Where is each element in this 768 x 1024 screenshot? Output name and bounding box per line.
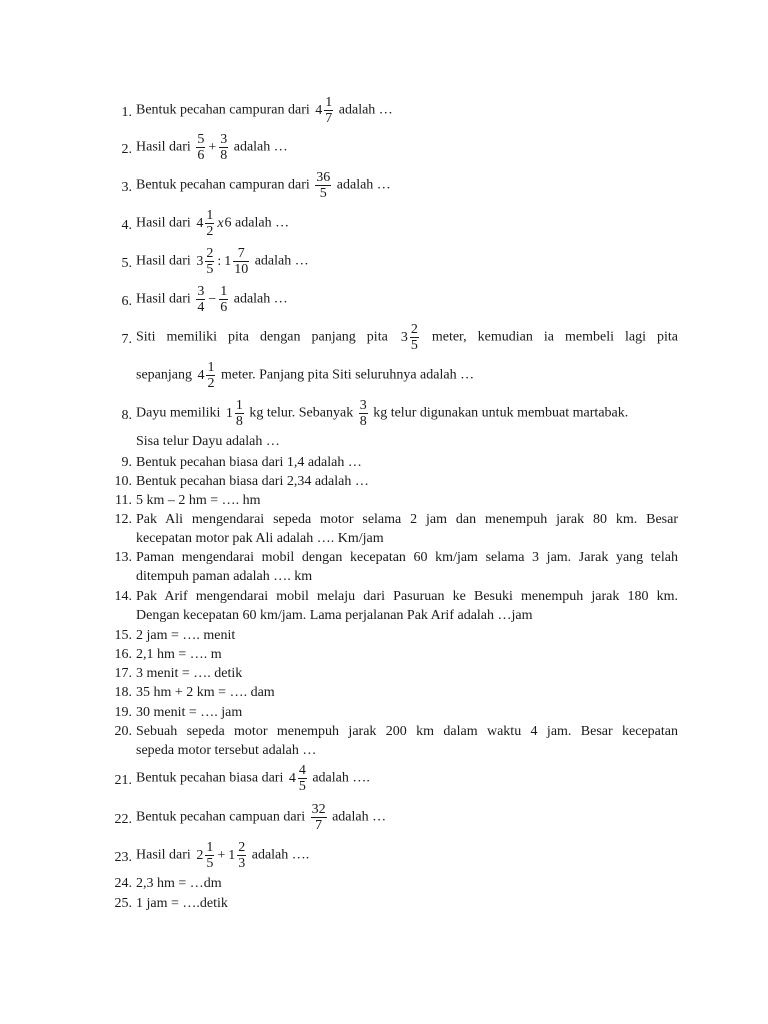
question-number: 16. [114, 647, 132, 662]
question-number: 14. [114, 589, 132, 604]
fraction-b [219, 284, 228, 315]
fraction-numerator: 1 [325, 95, 333, 110]
question-text: 2,3 hm = …dm [136, 876, 222, 891]
fraction-numerator: 1 [206, 208, 214, 223]
question-number: 20. [114, 724, 132, 739]
fraction-numerator: 7 [233, 246, 249, 262]
question-number: 9. [121, 455, 132, 470]
question-line-2: Dengan kecepatan 60 km/jam. Lama perjalanan Pak Arif adalah …jam [136, 608, 533, 623]
fraction [324, 95, 333, 126]
question-text: 5 km – 2 hm = …. hm [136, 493, 261, 508]
question-text: Bentuk pecahan biasa dari 2,34 adalah … [136, 474, 369, 489]
fraction-numerator: 1 [220, 284, 228, 299]
question-text-end: adalah … [254, 253, 309, 269]
question-text: Hasil dari [136, 253, 191, 269]
fraction-whole: 1 [228, 847, 236, 863]
fraction-denominator: 7 [315, 818, 323, 833]
question-line-2: kecepatan motor pak Ali adalah …. Km/jam [136, 531, 384, 546]
fraction-denominator: 5 [206, 262, 214, 277]
question-number: 4. [121, 218, 132, 233]
question-line-2: Sisa telur Dayu adalah … [136, 434, 280, 449]
fraction-b [237, 840, 246, 871]
question-number: 8. [121, 408, 132, 423]
fraction-a [205, 246, 214, 277]
operator: : [217, 253, 222, 269]
fraction-whole: 3 [400, 329, 408, 345]
question-text: 3 menit = …. detik [136, 666, 243, 681]
fraction-numerator: 2 [410, 322, 418, 337]
fraction-numerator: 3 [197, 284, 205, 299]
question-text: Dayu memiliki [136, 405, 221, 421]
fraction-b [233, 246, 249, 277]
fraction-whole: 2 [196, 847, 204, 863]
question-text: Bentuk pecahan biasa dari 1,4 adalah … [136, 455, 362, 470]
fraction-whole: 4 [288, 770, 296, 786]
question-text-end: adalah … [235, 215, 290, 231]
question-text-end: adalah … [233, 139, 288, 155]
fraction [298, 763, 307, 794]
fraction-numerator: 2 [238, 840, 246, 855]
question-line-1: Paman mengendarai mobil dengan kecepatan 60 km/jam selama 3 jam. Jarak yang telah [136, 550, 678, 565]
question-number: 2. [121, 142, 132, 157]
question-number: 17. [114, 666, 132, 681]
question-line-2: ditempuh paman adalah …. km [136, 569, 313, 584]
fraction-numerator: 36 [316, 170, 331, 185]
fraction-numerator: 2 [206, 246, 214, 261]
fraction-denominator: 8 [220, 148, 228, 163]
fraction-b [206, 360, 215, 391]
question-number: 12. [114, 512, 132, 527]
fraction-b [219, 132, 228, 163]
fraction [205, 208, 214, 239]
fraction-whole: 4 [197, 367, 205, 383]
question-number: 6. [121, 294, 132, 309]
question-number: 21. [114, 773, 132, 788]
fraction-denominator: 5 [319, 186, 327, 201]
question-line-2: sepeda motor tersebut adalah … [136, 743, 317, 758]
fraction-numerator: 32 [311, 802, 326, 817]
question-text: 30 menit = …. jam [136, 705, 243, 720]
question-text-end: adalah … [336, 177, 391, 193]
question-text-end: adalah … [332, 809, 387, 825]
question-text: 35 hm + 2 km = …. dam [136, 685, 275, 700]
question-text: Hasil dari [136, 847, 191, 863]
operator: − [208, 291, 217, 307]
fraction-a [205, 840, 214, 871]
operator: + [208, 139, 217, 155]
operator: + [217, 847, 226, 863]
fraction-denominator: 5 [298, 779, 306, 794]
question-text: Hasil dari [136, 139, 191, 155]
question-text: kg telur. Sebanyak [249, 405, 354, 421]
question-text-end: meter. Panjang pita Siti seluruhnya adalah … [220, 367, 475, 383]
question-text-end: adalah …. [312, 770, 370, 786]
question-line-1: Pak Ali mengendarai sepeda motor selama 2 jam dan menempuh jarak 80 km. Besar [136, 512, 678, 527]
fraction-numerator: 1 [206, 840, 214, 855]
question-text: Bentuk pecahan campuan dari [136, 809, 306, 825]
question-number: 3. [121, 180, 132, 195]
fraction-denominator: 5 [410, 338, 418, 353]
question-number: 18. [114, 685, 132, 700]
question-number: 19. [114, 705, 132, 720]
fraction-numerator: 5 [197, 132, 205, 147]
fraction-denominator: 4 [197, 300, 205, 315]
fraction-denominator: 6 [197, 148, 205, 163]
question-number: 22. [114, 812, 132, 827]
question-text: Bentuk pecahan campuran dari [136, 102, 310, 118]
question-text-end: adalah … [233, 291, 288, 307]
question-number: 24. [114, 876, 132, 891]
question-number: 5. [121, 256, 132, 271]
question-text: kg telur digunakan untuk membuat martabak. [373, 405, 629, 421]
fraction-denominator: 8 [359, 414, 367, 429]
question-line-1: Sebuah sepeda motor menempuh jarak 200 km dalam waktu 4 jam. Besar kecepatan [136, 724, 678, 739]
fraction-whole: 4 [315, 102, 323, 118]
question-text: meter, kemudian ia membeli lagi pita [431, 329, 679, 345]
question-text: 2 jam = …. menit [136, 628, 236, 643]
question-text: Bentuk pecahan campuran dari [136, 177, 310, 193]
fraction-whole: 4 [196, 215, 204, 231]
question-number: 10. [114, 474, 132, 489]
question-text: Bentuk pecahan biasa dari [136, 770, 284, 786]
fraction-whole: 3 [196, 253, 204, 269]
fraction-denominator: 5 [206, 856, 214, 871]
operator: x [217, 215, 224, 231]
fraction-a [235, 398, 244, 429]
question-number: 25. [114, 896, 132, 911]
fraction-denominator: 2 [207, 376, 215, 391]
fraction-whole: 1 [224, 253, 232, 269]
fraction-a [196, 132, 205, 163]
fraction-numerator: 3 [359, 398, 367, 413]
question-text-end: adalah …. [251, 847, 310, 863]
fraction-denominator: 6 [220, 300, 228, 315]
question-text-end: adalah … [338, 102, 393, 118]
fraction-numerator: 1 [235, 398, 243, 413]
question-line-1: Pak Arif mengendarai mobil melaju dari Pasuruan ke Besuki menempuh jarak 180 km. [136, 589, 678, 604]
question-text: Hasil dari [136, 215, 191, 231]
question-text: 1 jam = ….detik [136, 896, 228, 911]
fraction-denominator: 3 [238, 856, 246, 871]
fraction-denominator: 2 [206, 224, 214, 239]
question-number: 23. [114, 850, 132, 865]
question-text: 2,1 hm = …. m [136, 647, 222, 662]
question-number: 7. [121, 332, 132, 347]
question-number: 11. [115, 493, 132, 508]
question-text: Siti memiliki pita dengan panjang pita [136, 329, 388, 345]
fraction-denominator: 10 [234, 262, 249, 277]
fraction [315, 170, 331, 201]
fraction-numerator: 3 [220, 132, 228, 147]
question-text: Hasil dari [136, 291, 191, 307]
fraction-numerator: 1 [207, 360, 215, 375]
fraction [311, 802, 327, 833]
fraction-numerator: 4 [298, 763, 306, 778]
fraction-whole: 1 [225, 405, 233, 421]
fraction-a [196, 284, 205, 315]
question-number: 1. [121, 105, 132, 120]
fraction-denominator: 7 [325, 111, 333, 126]
operand-value: 6 [224, 215, 232, 231]
fraction-b [359, 398, 368, 429]
question-number: 13. [114, 550, 132, 565]
question-number: 15. [114, 628, 132, 643]
fraction-a [410, 322, 419, 353]
question-text: sepanjang [136, 367, 192, 383]
question-line-1 [136, 322, 678, 353]
fraction-denominator: 8 [235, 414, 243, 429]
